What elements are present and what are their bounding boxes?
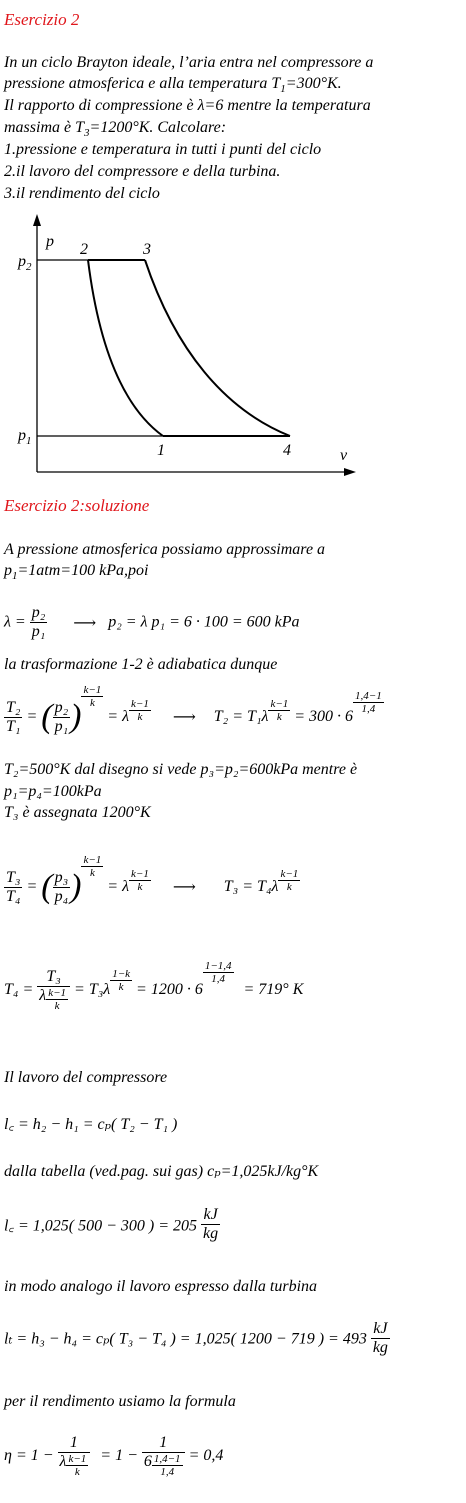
statement-line-4: massima è $T_3=1200^\circ K$. Calcolare: [4,119,227,140]
efficiency-equation: η = 1 − 1 λ $\frac{k-1}{k}$ = 1 − 1 6 $\frac{1,4-1}{1,4}$ = 0,4 [4,1434,224,1478]
point-3-label: 3 [143,241,151,258]
compressor-work-equation: l꜀ = h₂ − h₁ = cₚ( T₂ − T₁ ) [4,1116,178,1133]
intro-line-1: A pressione atmosferica possiamo approssimare a [4,541,326,558]
v-axis-label: v [340,447,348,464]
point-1-label: 1 [157,442,165,459]
compressor-work-label: Il lavoro del compressore [4,1069,168,1086]
pressure-ratio-equation: λ = $\frac{\text{p₂}}{\text{p₁}}$ ⟶ p₂ = λ p₁ = 6 · 100 = 600 kPa [4,604,300,640]
statement-line-2: pressione atmosferica e alla temperatura $T_1=300^\circ K$. [4,75,342,96]
question-3: 3.il rendimento del ciclo [4,185,160,202]
statement-line-1: In un ciclo Brayton ideale, l’aria entra nel compressore a [4,54,374,71]
p-axis-label: p [46,233,54,250]
turbine-work-equation: lₜ = h₃ − h₄ = cₚ( T₃ − T₄ ) = 1,025( 1200 − 719 ) = 493 $\frac{kJ}{kg}$ [4,1320,388,1356]
pv-diagram [0,210,380,480]
solution-title: Esercizio 2:soluzione [4,496,150,515]
adiabatic-expansion-equation: $\frac{\text{T₃}}{\text{T₄}}$ = ( $\frac{\text{p₃}}{\text{p₄}}$ ) $\frac{k-1}{k}$ = λ $\frac{k-1}{k}$ ⟶ T₃ = T₄λ $\frac{k-1}{k}$ [6,854,299,905]
adiabatic-statement: la trasformazione 1-2 è adiabatica dunque [4,656,278,673]
point-4-label: 4 [283,442,291,459]
p1-label: $p_1$ [18,427,32,447]
result-line-3: T₃ è assegnata 1200°K [4,804,151,821]
intro-line-2: $p_1=1atm=100$ kPa,poi [4,562,149,583]
point-2-label: 2 [80,241,88,258]
compressor-work-value: l꜀ = 1,025( 500 − 300 ) = 205 $\frac{kJ}{kg}$ [4,1206,219,1242]
result-line-1: T₂=500°K dal disegno si vede p₃=p₂=600kPa mentre è [4,761,358,778]
t4-equation: T₄ = T₃ λ $\frac{k-1}{k}$ = T₃λ $\frac{1-k}{k}$ = 1200 · 6 $\frac{1-1,4}{1,4}$ = 719° K [4,960,304,1012]
p2-label: $p_2$ [18,253,32,273]
turbine-work-label: in modo analogo il lavoro espresso dalla turbina [4,1278,318,1295]
exercise-title: Esercizio 2 [4,10,80,29]
v-axis-arrow-icon [344,468,356,476]
table-reference: dalla tabella (ved.pag. sui gas) cₚ=1,025kJ/kg°K [4,1163,319,1180]
question-2: 2.il lavoro del compressore e della turbina. [4,163,281,180]
efficiency-label: per il rendimento usiamo la formula [4,1393,236,1410]
result-line-2: p₁=p₄=100kPa [4,783,102,800]
statement-line-3: Il rapporto di compressione è λ=6 mentre la temperatura [4,97,371,114]
p-axis-arrow-icon [33,214,41,226]
compression-curve-1-2 [88,260,163,436]
question-1: 1.pressione e temperatura in tutti i punti del ciclo [4,141,322,158]
adiabatic-compression-equation: $\frac{\text{T₂}}{\text{T₁}}$ = ( $\frac{\text{p₂}}{\text{p₁}}$ ) $\frac{k-1}{k}$ = λ $\frac{k-1}{k}$ ⟶ T₂ = T₁λ $\frac{k-1}{k}$ = 300 · 6 $\frac{1,4-1}{1,4}$ [6,684,382,735]
expansion-curve-3-4 [145,260,290,436]
